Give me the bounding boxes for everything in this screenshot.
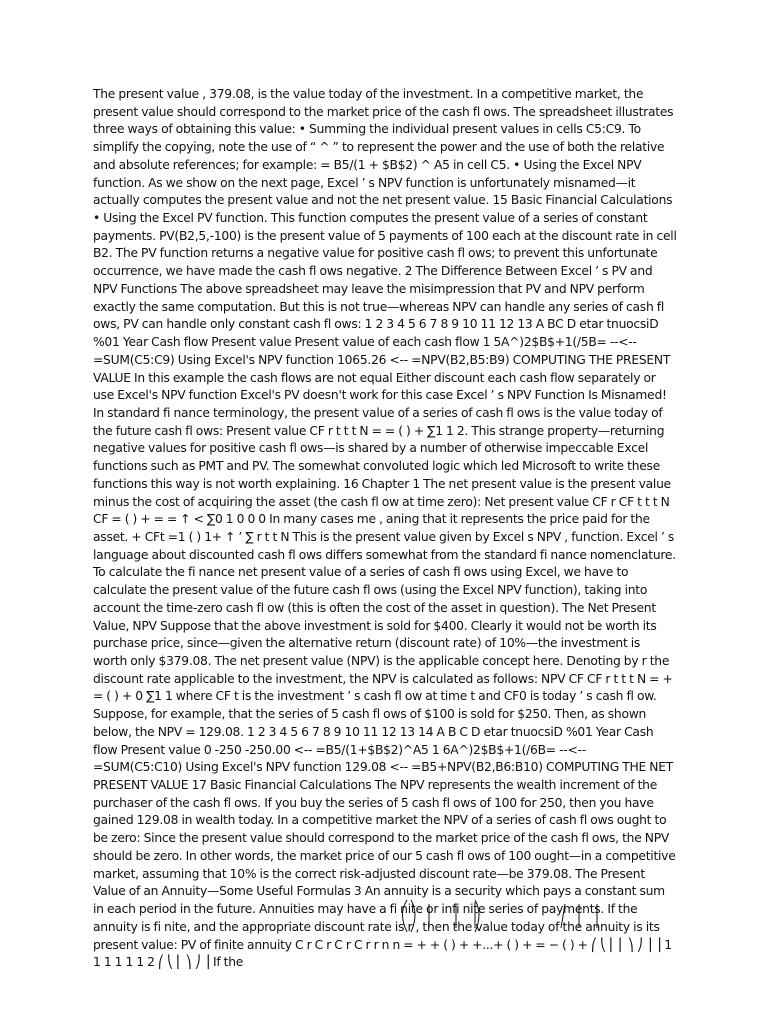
body-text: The present value , 379.08, is the value today of the investment. In a competitive market, the present value should correspond to the market price of the cash fl ows. The spreadsheet illustrates three ways of obtaining this value: • Summing the individual present values in cells C5:C9. To simplify the copying, note the use of “ ^ ” to represent the power and the use of both the relative and absolute references; for example: = B5/(1 + $B$2) ^ A5 in cell C5. • Using the Excel NPV function. As we show on the next page, Excel ’ s NPV function is unfortunately misnamed—it actually computes the present value and not the net present value. 15 Basic Financial Calculations • Using the Excel PV function. This function computes the present value of a series of constant payments. PV(B2,5,-100) is the present value of 5 payments of 100 each at the discount rate in cell B2. The PV function returns a negative value for positive cash fl ows; to prevent this unfortunate occurrence, we have made the cash fl ows negative. 2 The Difference Between Excel ’ s PV and NPV Functions The above spreadsheet may leave the misimpression that PV and NPV perform exactly the same computation. But this is not true—whereas NPV can handle any series of cash fl ows, PV can handle only constant cash fl ows: 1 2 3 4 5 6 7 8 9 10 11 12 13 A BC D etar tnuocsiD %01 Year Cash flow Present value Present value of each cash flow 1 5A^)2$B$+1(/5B= --<-- =SUM(C5:C9) Using Excel's NPV function 1065.26 <-- =NPV(B2,B5:B9) COMPUTING THE PRESENT VALUE In this example the cash flows are not equal Either discount each cash flow separately or use Excel's NPV function Excel's PV doesn't work for this case Excel ’ s NPV Function Is Misnamed! In standard fi nance terminology, the present value of a series of cash fl ows is the value today of the future cash fl ows: Present value CF r t t t N = = ( ) + ∑1 1 2. This strange property—returning negative values for positive cash fl ows—is shared by a number of otherwise impeccable Excel functions such as PMT and PV. The somewhat convoluted logic which led Microsoft to write these functions this way is not worth explaining. 16 Chapter 1 The net present value is the present value minus the cost of acquiring the asset (the cash fl ow at time zero): Net present value CF r CF t t t N CF = ( ) + = = ↑ < ∑0 1 0 0 0 In many cases me , aning that it represents the price paid for the asset. + CFt =1 ( ) 1+ ↑ ’ ∑ r t t N This is the present value given by Excel s NPV , function. Excel ’ s language about discounted cash fl ows differs somewhat from the standard fi nance nomenclature. To calculate the fi nance net present value of a series of cash fl ows using Excel, we have to calculate the present value of the future cash fl ows (using the Excel NPV function), taking into account the time-zero cash fl ow (this is often the cost of the asset in question). The Net Present Value, NPV Suppose that the above investment is sold for $400. Clearly it would not be worth its purchase price, since—given the alternative return (discount rate) of 10%—the investment is worth only $379.08. The net present value (NPV) is the applicable concept here. Denoting by r the discount rate applicable to the investment, the NPV is calculated as follows: NPV CF CF r t t t N = + = ( ) + 0 ∑1 1 where CF t is the investment ’ s cash fl ow at time t and CF0 is today ’ s cash fl ow. Suppose, for example, that the series of 5 cash fl ows of $100 is sold for $250. Then, as shown below, the NPV = 129.08. 1 2 3 4 5 6 7 8 9 10 11 12 13 14 A B C D etar tnuocsiD %01 Year Cash flow Present value 0 -250 -250.00 <-- =B5/(1+$B$2)^A5 1 6A^)2$B$+1(/6B= --<-- =SUM(C5:C10) Using Excel's NPV function 129.08 <-- =B5+NPV(B2,B6:B10) COMPUTING THE NET PRESENT VALUE 17 Basic Financial Calculations The NPV represents the wealth increment of the purchaser of the cash fl ows. If you buy the series of 5 cash fl ows of 100 for 250, then you have gained 129.08 in wealth today. In a competitive market the NPV of a series of cash fl ows ought to be zero: Since the present value should correspond to the market price of the cash fl ows, the NPV should be zero. In other words, the market price of our 5 cash fl ows of 100 ought—in a competitive market, assuming that 10% is the correct risk-adjusted discount rate—be 379.08. The Present Value of an Annuity—Some Useful Formulas 3 An annuity is a security which pays a constant sum in each period in the future. Annuities may have a fi nite or infi nite series of payments. If the annuity is fi nite, and the appropriate discount rate is r , then the value today of the annuity is its present value: PV of finite annuity C r C r C r C r r n n = + + ( ) + +...+ ( ) + = − ( ) + ⎛ ⎝ ⎜ ⎜ ⎞ ⎠ ⎟ ⎟ 1 1 1 1 1 1 2 ⎛ ⎝ ⎜ ⎞ ⎠ ⎟ If the (93, 87, 677, 970)
